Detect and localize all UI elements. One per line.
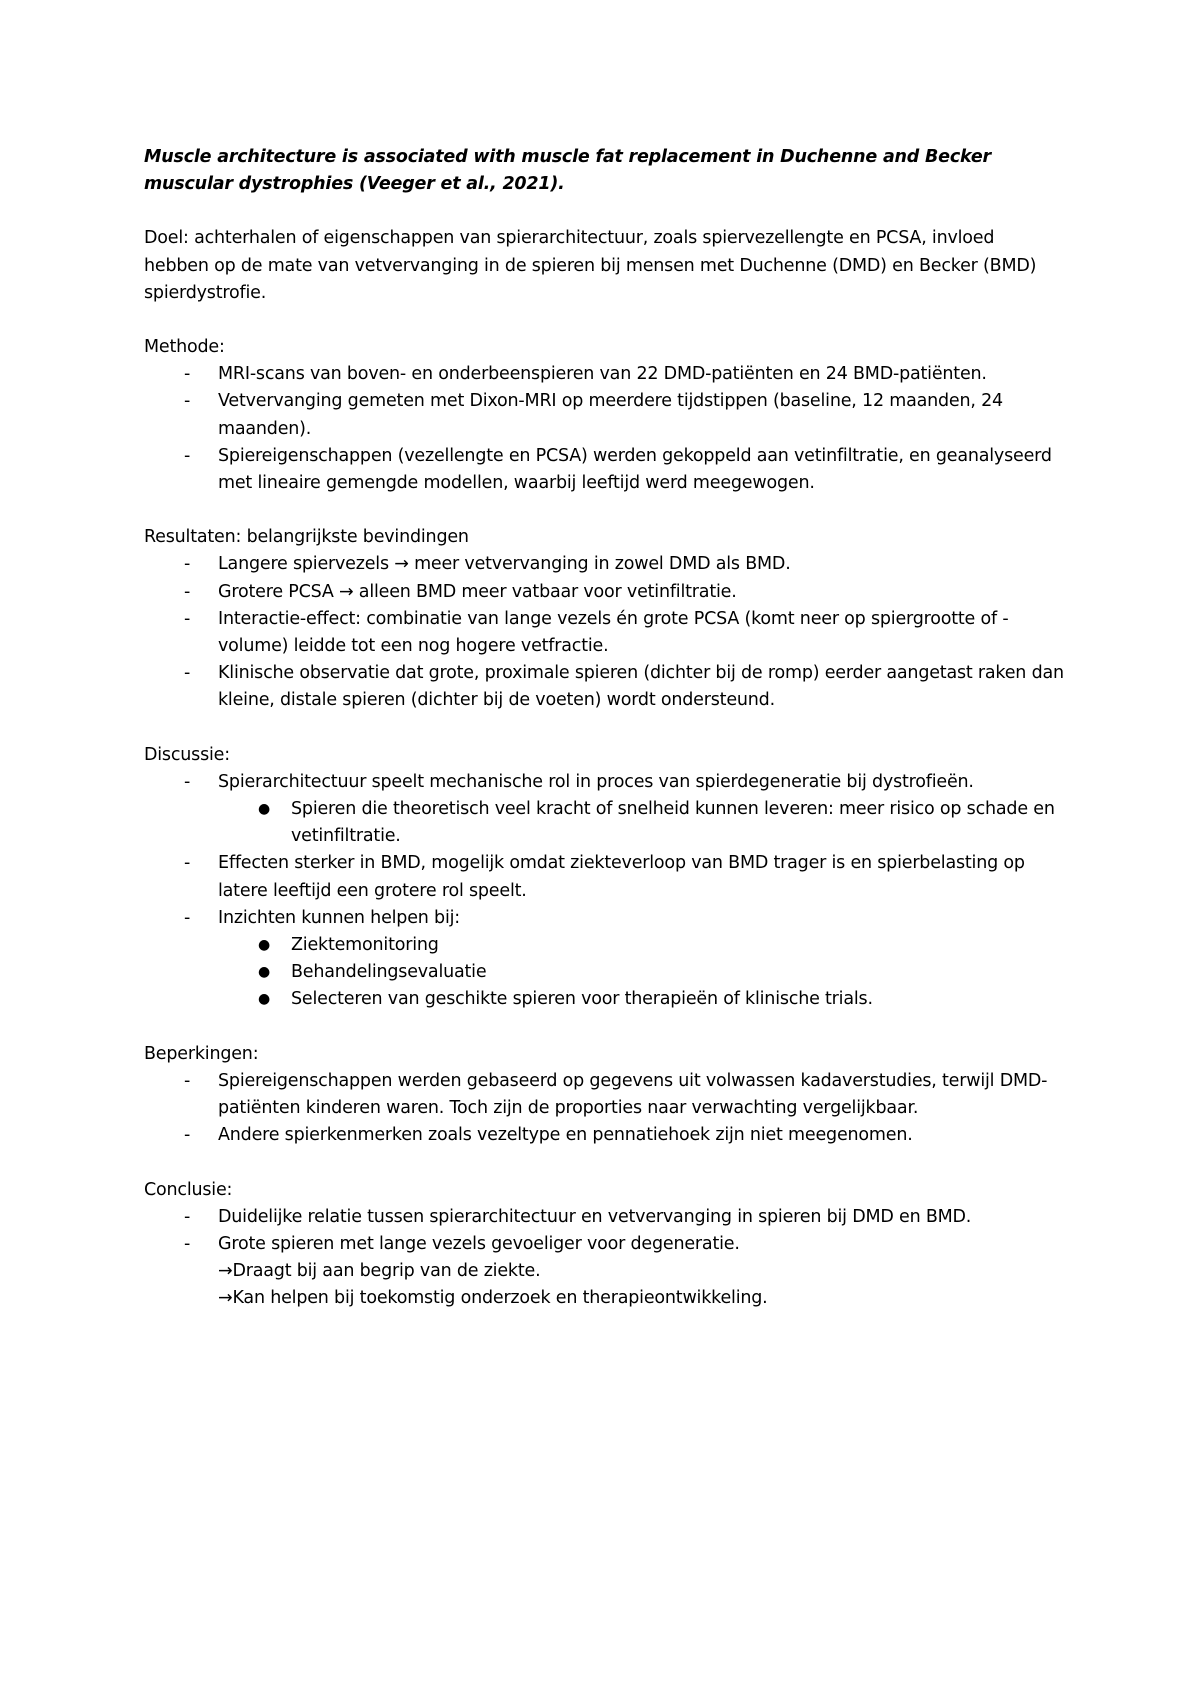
dash-marker: - [184,554,191,575]
dash-marker: - [184,771,191,792]
dash-marker: - [184,1070,191,1091]
dash-marker: - [184,1206,191,1227]
list-item-text: Spierarchitectuur speelt mechanische rol in proces van spierdegeneratie bij dystrofieën. [218,771,974,792]
bullet-marker: ● [258,937,271,954]
sub-list-item [218,959,1064,986]
conclusion-heading: Conclusie: [144,1179,233,1200]
list-item [144,361,1064,388]
methods-list [144,361,1064,497]
list-item-text: Grotere PCSA → alleen BMD meer vatbaar voor vetinfiltratie. [218,581,737,602]
dash-marker: - [184,391,191,412]
dash-marker: - [184,907,191,928]
sub-list-item-text: Spieren die theoretisch veel kracht of snelheid kunnen leveren: meer risico op schade en vetinfiltratie. [291,799,1055,847]
limitations-heading: Beperkingen: [144,1043,259,1064]
methods-section [144,334,1064,497]
dash-marker: - [184,608,191,629]
dash-marker: - [184,663,191,684]
arrow-line: →Kan helpen bij toekomstig onderzoek en therapieontwikkeling. [218,1288,768,1309]
list-item [144,1122,1064,1149]
methods-heading: Methode: [144,337,225,358]
document-title: Muscle architecture is associated with muscle fat replacement in Duchenne and Becker muscular dystrophies (Veeger et al., 2021). [144,147,991,195]
list-item-text: Duidelijke relatie tussen spierarchitectuur en vetvervanging in spieren bij DMD en BMD. [218,1206,972,1227]
dash-marker: - [184,1125,191,1146]
results-section [144,524,1064,714]
bullet-marker: ● [258,964,271,981]
dash-marker: - [184,853,191,874]
list-item [144,443,1064,497]
list-item [144,606,1064,660]
list-item [144,769,1064,851]
conclusion-list [144,1204,1064,1313]
goal-paragraph: Doel: achterhalen of eigenschappen van spierarchitectuur, zoals spiervezellengte en PCSA, invloed hebben op de mate van vetvervanging in de spieren bij mensen met Duchenne (DMD) en Becker (BMD) spierdystrofie. [144,228,1037,303]
list-item-text: Spiereigenschappen werden gebaseerd op gegevens uit volwassen kadaverstudies, terwijl DMD-patiënten kinderen waren. Toch zijn de proporties naar verwachting vergelijkbaar. [218,1070,1048,1119]
list-item-text: Klinische observatie dat grote, proximale spieren (dichter bij de romp) eerder aangetast raken dan kleine, distale spieren (dichter bij de voeten) wordt ondersteund. [218,663,1064,711]
sub-list-item-text: Behandelingsevaluatie [291,962,487,983]
list-item [144,579,1064,606]
dash-marker: - [184,1233,191,1254]
list-item-text: Interactie-effect: combinatie van lange vezels én grote PCSA (komt neer op spiergrootte of -volume) leidde tot een nog hogere vetfractie. [218,608,1009,657]
discussion-list [144,769,1064,1014]
document-page [144,144,1064,1340]
bullet-marker: ● [258,801,271,818]
list-item-text: Inzichten kunnen helpen bij: [218,907,460,928]
limitations-list [144,1068,1064,1150]
conclusion-section [144,1177,1064,1313]
results-heading: Resultaten: belangrijkste bevindingen [144,527,469,548]
sub-list-item [218,986,1064,1013]
list-item [144,1068,1064,1122]
sub-list-item [218,932,1064,959]
discussion-sublist [218,796,1064,850]
list-item-text: Grote spieren met lange vezels gevoeliger voor degeneratie. [218,1233,740,1254]
list-item [144,850,1064,904]
discussion-section [144,742,1064,1014]
list-item-text: Andere spierkenmerken zoals vezeltype en pennatiehoek zijn niet meegenomen. [218,1125,913,1146]
sub-list-item-text: Selecteren van geschikte spieren voor therapieën of klinische trials. [291,989,873,1010]
list-item-text: Langere spiervezels → meer vetvervanging in zowel DMD als BMD. [218,554,791,575]
list-item [144,1231,1064,1313]
list-item [144,660,1064,714]
list-item [144,905,1064,1014]
dash-marker: - [184,364,191,385]
arrow-line: →Draagt bij aan begrip van de ziekte. [218,1261,541,1282]
list-item-text: MRI-scans van boven- en onderbeenspieren van 22 DMD-patiënten en 24 BMD-patiënten. [218,364,987,385]
list-item-text: Vetvervanging gemeten met Dixon-MRI op meerdere tijdstippen (baseline, 12 maanden, 24 maanden). [218,391,1003,439]
sub-list-item-text: Ziektemonitoring [291,935,439,956]
list-item [144,551,1064,578]
sub-list-item [218,796,1064,850]
discussion-sublist [218,932,1064,1014]
dash-marker: - [184,581,191,602]
results-list [144,551,1064,714]
limitations-section [144,1041,1064,1150]
list-item [144,388,1064,442]
list-item-text: Spiereigenschappen (vezellengte en PCSA) werden gekoppeld aan vetinfiltratie, en geanalyseerd met lineaire gemengde modellen, waarbij leeftijd werd meegewogen. [218,445,1052,494]
discussion-heading: Discussie: [144,744,230,765]
list-item [144,1204,1064,1231]
dash-marker: - [184,445,191,466]
list-item-text: Effecten sterker in BMD, mogelijk omdat ziekteverloop van BMD trager is en spierbelasting op latere leeftijd een grotere rol speelt. [218,853,1025,901]
bullet-marker: ● [258,991,271,1008]
